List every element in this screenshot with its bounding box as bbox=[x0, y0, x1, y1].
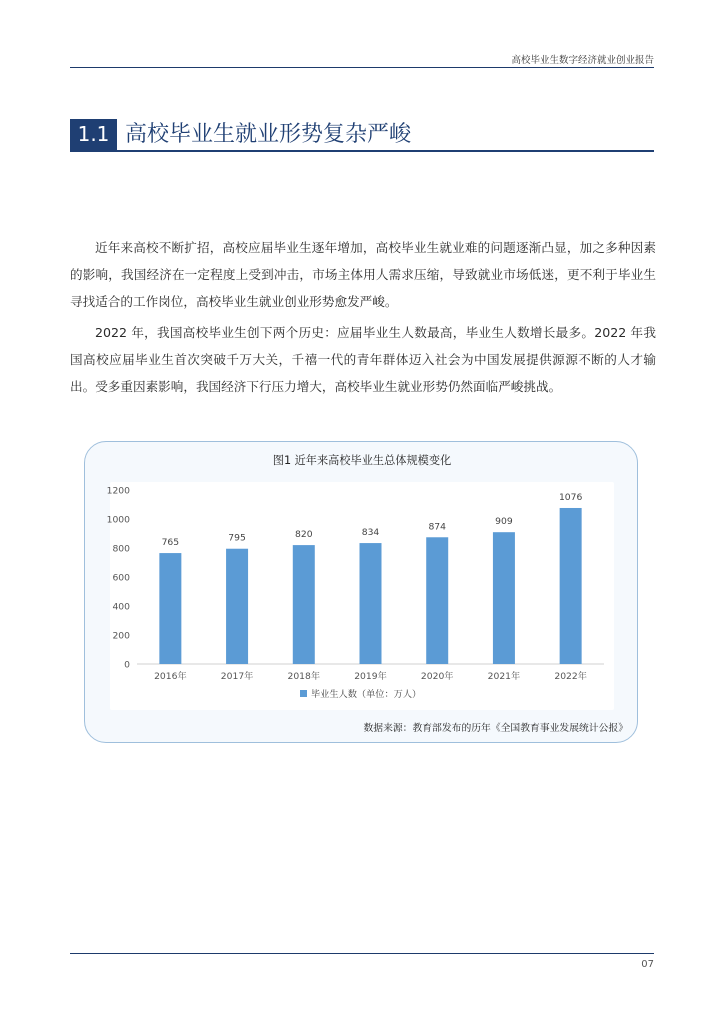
footer-divider bbox=[70, 953, 654, 954]
x-tick-label: 2020年 bbox=[420, 671, 454, 682]
data-label: 820 bbox=[295, 529, 313, 541]
y-tick-label: 400 bbox=[112, 601, 130, 613]
bar bbox=[159, 553, 181, 664]
bar bbox=[493, 532, 515, 664]
data-label: 834 bbox=[361, 527, 380, 539]
legend-label: 毕业生人数（单位：万人） bbox=[311, 689, 422, 700]
report-title: 高校毕业生数字经济就业创业报告 bbox=[511, 55, 654, 66]
x-tick-label: 2016年 bbox=[154, 671, 187, 682]
x-tick-label: 2019年 bbox=[354, 671, 387, 682]
data-label: 765 bbox=[161, 537, 180, 549]
y-tick-label: 800 bbox=[112, 543, 130, 555]
bar bbox=[560, 508, 582, 664]
data-label: 874 bbox=[428, 521, 446, 533]
data-label: 1076 bbox=[558, 491, 583, 503]
x-tick-label: 2021年 bbox=[487, 671, 521, 682]
section-title: 高校毕业生就业形势复杂严峻 bbox=[125, 122, 412, 147]
bar bbox=[360, 543, 382, 664]
data-label: 795 bbox=[228, 532, 246, 544]
paragraph-text: 近年来高校不断扩招，高校应届毕业生逐年增加，高校毕业生就业难的问题逐渐凸显，加之多种因素的影响，我国经济在一定程度上受到冲击，市场主体用人需求压缩，导致就业市场低迷，更不利于毕业生寻找适合的工作岗位，高校毕业生就业创业形势愈发严峻。 bbox=[70, 240, 656, 309]
paragraph-text: 2022 年，我国高校毕业生创下两个历史：应届毕业生人数最高，毕业生人数增长最多。2022 年我国高校应届毕业生首次突破千万大关，千禧一代的青年群体迈入社会为中国发展提供源源不断的人才输出。受多重因素影响，我国经济下行压力增大，高校毕业生就业形势仍然面临严峻挑战。 bbox=[70, 325, 656, 394]
chart-title: 图1 近年来高校毕业生总体规模变化 bbox=[272, 454, 452, 467]
bar bbox=[226, 549, 248, 664]
y-tick-label: 1200 bbox=[106, 485, 130, 497]
bar bbox=[293, 545, 315, 664]
x-tick-label: 2017年 bbox=[220, 671, 254, 682]
x-tick-label: 2022年 bbox=[554, 671, 587, 682]
page-number: 07 bbox=[641, 959, 654, 970]
y-tick-label: 200 bbox=[112, 630, 130, 642]
data-label: 909 bbox=[495, 516, 513, 528]
y-tick-label: 600 bbox=[112, 572, 130, 584]
y-tick-label: 1000 bbox=[106, 514, 130, 526]
legend-swatch bbox=[300, 690, 307, 697]
x-tick-label: 2018年 bbox=[287, 671, 321, 682]
source-note: 数据来源：教育部发布的历年《全国教育事业发展统计公报》 bbox=[363, 723, 628, 734]
section-number: 1.1 bbox=[70, 119, 117, 150]
y-tick-label: 0 bbox=[124, 659, 130, 671]
bar bbox=[426, 537, 448, 664]
